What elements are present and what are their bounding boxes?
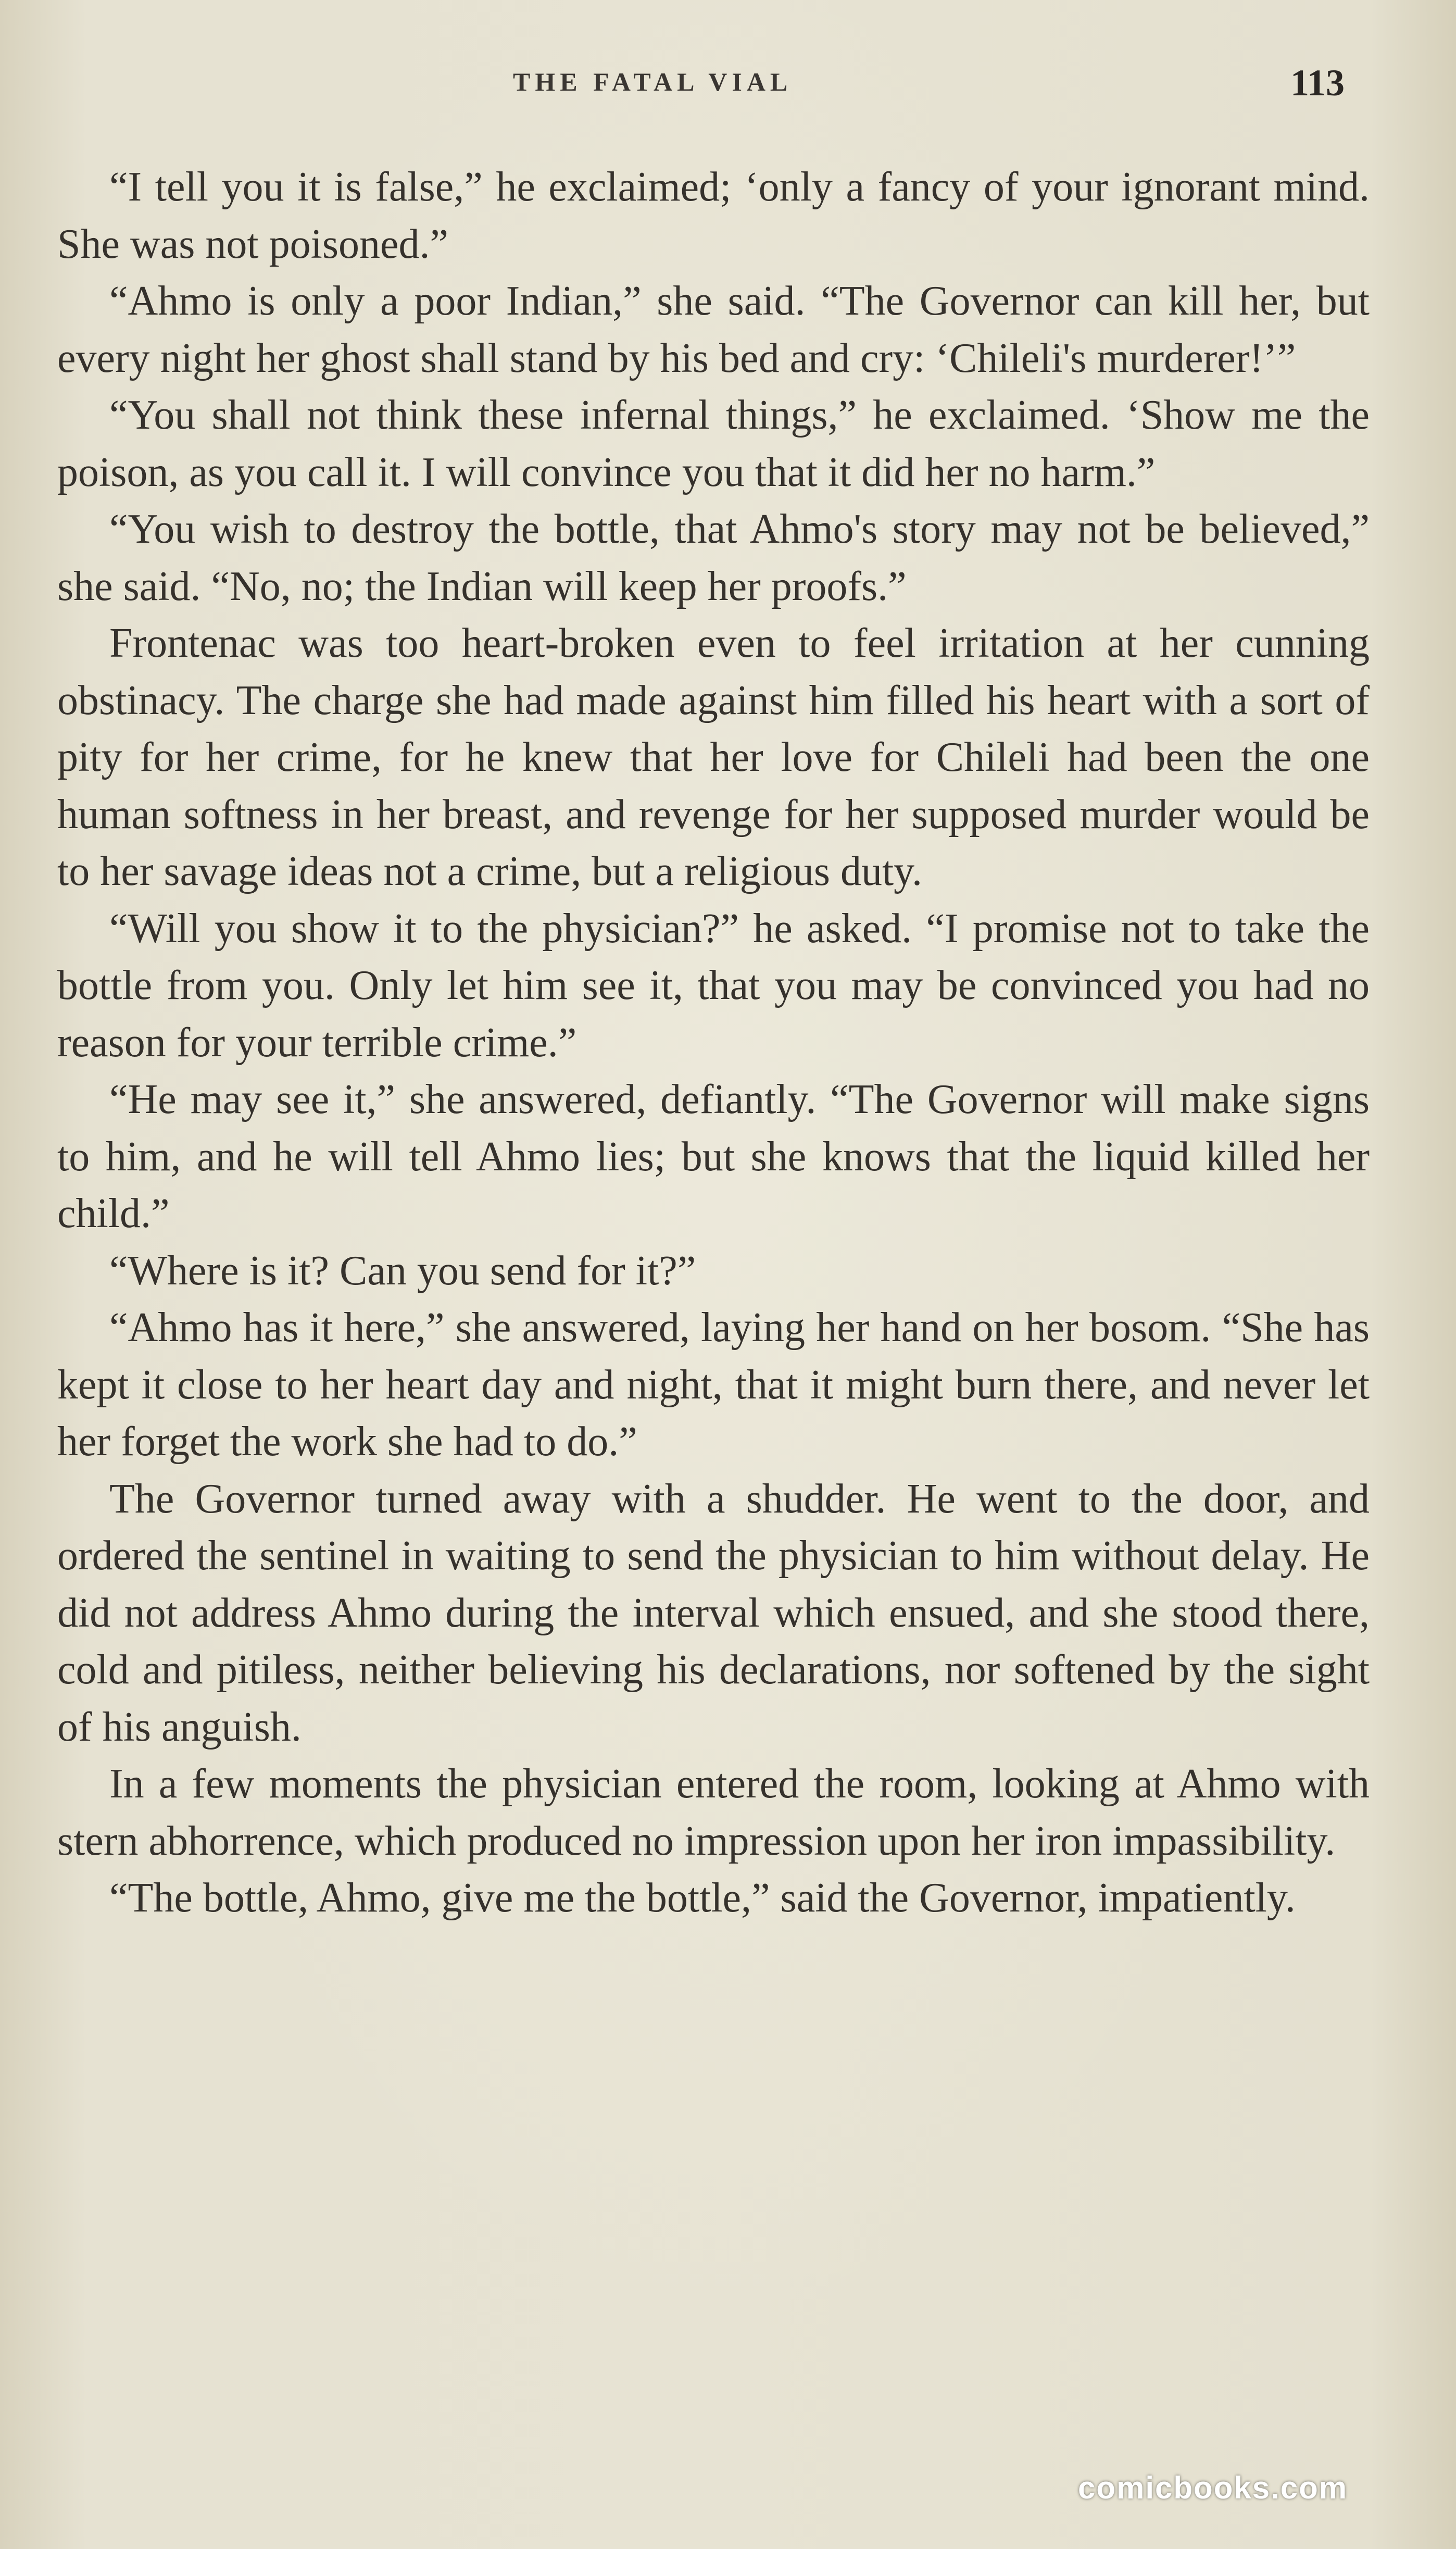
- paragraph: “I tell you it is false,” he exclaimed; ‘only a fancy of your ignorant mind. She was not poisoned.”: [57, 164, 1370, 267]
- paragraph: “You shall not think these infernal things,” he exclaimed. ‘Show me the poison, as you call it. I will convince you that it did her no harm.”: [57, 392, 1370, 495]
- paragraph: “You wish to destroy the bottle, that Ahmo's story may not be believed,” she said. “No, no; the Indian will keep her proofs.”: [57, 506, 1370, 609]
- running-title: THE FATAL VIAL: [513, 67, 793, 96]
- paragraph: Frontenac was too heart-broken even to feel irritation at her cunning obstinacy. The charge she had made against him filled his heart with a sort of pity for her crime, for he knew that her love for Chileli had been the one human softness in her breast, and revenge for her supposed murder would be to her savage ideas not a crime, but a religious duty.: [57, 620, 1370, 894]
- page-number: 113: [1290, 62, 1345, 104]
- paragraph: “The bottle, Ahmo, give me the bottle,” said the Governor, impatiently.: [109, 1875, 1296, 1921]
- page-header: [0, 61, 1456, 103]
- paragraph: In a few moments the physician entered the room, looking at Ahmo with stern abhorrence, which produced no impression upon her iron impassibility.: [57, 1761, 1370, 1864]
- paragraph: “He may see it,” she answered, defiantly. “The Governor will make signs to him, and he will tell Ahmo lies; but she knows that the liquid killed her child.”: [57, 1077, 1370, 1236]
- site-watermark: comicbooks.com: [1078, 2470, 1348, 2505]
- paragraph: The Governor turned away with a shudder. He went to the door, and ordered the sentinel in waiting to send the physician to him without delay. He did not address Ahmo during the interval which ensued, and she stood there, cold and pitiless, neither believing his declarations, nor softened by the sight of his anguish.: [57, 1476, 1370, 1750]
- body-text: [57, 159, 1370, 1927]
- paragraph: “Ahmo has it here,” she answered, laying her hand on her bosom. “She has kept it close to her heart day and night, that it might burn there, and never let her forget the work she had to do.”: [57, 1305, 1370, 1465]
- paragraph: “Will you show it to the physician?” he asked. “I promise not to take the bottle from you. Only let him see it, that you may be convinced you had no reason for your terrible crime.”: [57, 905, 1370, 1066]
- paragraph: “Where is it? Can you send for it?”: [109, 1247, 696, 1294]
- paragraph: “Ahmo is only a poor Indian,” she said. “The Governor can kill her, but every night her ghost shall stand by his bed and cry: ‘Chileli's murderer!’”: [57, 278, 1370, 381]
